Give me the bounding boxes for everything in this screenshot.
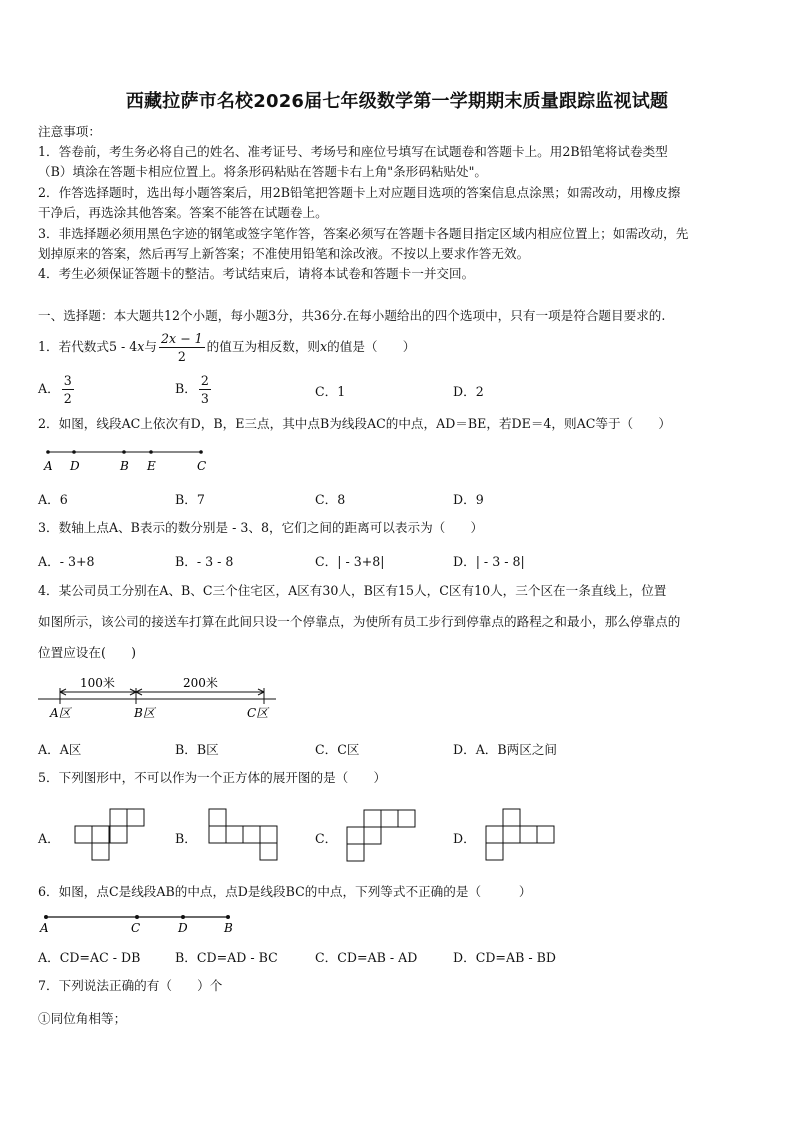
q6-point-b — [226, 915, 230, 919]
notice-line-2: （B）填涂在答题卡相应位置上。将条形码粘贴在答题卡右上角"条形码粘贴处"。 — [38, 164, 488, 179]
q1-option-a-num: 3 — [63, 373, 72, 388]
q6-point-d — [181, 915, 185, 919]
notice-line-4: 干净后，再选涂其他答案。答案不能答在试题卷上。 — [38, 205, 328, 220]
q4-label-c: C区 — [247, 706, 269, 720]
question-6: 6．如图，点C是线段AB的中点，点D是线段BC的中点，下列等式不正确的是（ ） — [38, 884, 532, 899]
q1-post: 的值互为相反数，则 — [206, 339, 321, 354]
q1-post2: 的值是（ ） — [327, 339, 416, 354]
q2-point-e — [149, 450, 153, 454]
q4-label-a: A区 — [50, 706, 71, 720]
q6-label-d: D — [178, 921, 188, 935]
question-3: 3．数轴上点A、B表示的数分别是 - 3、8，它们之间的距离可以表示为（ ） — [38, 520, 484, 535]
q6-segment-figure — [38, 910, 238, 936]
q6-option-a[interactable]: A．CD=AC - DB — [38, 950, 141, 965]
q4-distance-figure — [38, 672, 283, 724]
q2-option-b[interactable]: B．7 — [175, 492, 205, 507]
q1-option-b-den: 3 — [200, 391, 209, 406]
q6-label-c: C — [131, 921, 141, 935]
q2-option-d[interactable]: D．9 — [453, 492, 484, 507]
q6-option-b[interactable]: B．CD=AD - BC — [175, 950, 278, 965]
page-title: 西藏拉萨市名校2026届七年级数学第一学期期末质量跟踪监视试题 — [125, 91, 669, 112]
q2-label-c: C — [197, 459, 207, 473]
q3-options — [38, 551, 758, 569]
q6-label-b: B — [224, 921, 233, 935]
q7-item-1: ①同位角相等； — [38, 1011, 127, 1026]
q3-option-c[interactable]: C．| - 3+8| — [315, 554, 385, 569]
question-4-line-2: 如图所示，该公司的接送车打算在此间只设一个停靠点，为使所有员工步行到停靠点的路程之和最小，那么停靠点的 — [38, 614, 681, 629]
q1-pre: 1．若代数式5 - 4 — [38, 339, 138, 354]
q1-var: x — [137, 339, 145, 354]
q1-fraction — [159, 330, 205, 365]
q1-option-b-frac — [199, 372, 211, 407]
q2-point-c — [199, 450, 203, 454]
q1-option-b[interactable] — [175, 370, 213, 408]
q2-label-b: B — [120, 459, 129, 473]
notice-line-7: 4．考生必须保证答题卡的整洁。考试结束后，请将本试卷和答题卡一并交回。 — [38, 266, 475, 281]
q1-frac-den: 2 — [177, 349, 186, 364]
q1-option-a[interactable] — [38, 370, 76, 408]
q5-net-c — [346, 808, 418, 864]
q6-options — [38, 947, 758, 965]
q2-label-d: D — [70, 459, 80, 473]
q6-point-c — [135, 915, 139, 919]
q5-net-a — [74, 808, 146, 864]
q2-point-a — [46, 450, 50, 454]
q5-net-d — [485, 808, 557, 864]
question-1 — [38, 330, 758, 365]
question-7: 7．下列说法正确的有（ ）个 — [38, 978, 223, 993]
notice-line-3: 2．作答选择题时，选出每小题答案后，用2B铅笔把答题卡上对应题目选项的答案信息点涂黑；如需改动，用橡皮擦 — [38, 185, 681, 200]
q5-option-a[interactable]: A． — [38, 831, 60, 846]
q4-option-a[interactable]: A．A区 — [38, 742, 82, 757]
q1-post-var: x — [320, 339, 328, 354]
q6-label-a: A — [40, 921, 49, 935]
q4-option-b[interactable]: B．B区 — [175, 742, 219, 757]
q1-option-a-frac — [62, 372, 74, 407]
section-heading: 一、选择题：本大题共12个小题，每小题3分，共36分.在每小题给出的四个选项中，只有一项是符合题目要求的. — [38, 308, 666, 323]
q2-segment-figure — [40, 446, 220, 474]
q1-frac-num: 2x − 1 — [160, 331, 203, 346]
q4-dist-ab: 100米 — [80, 676, 115, 690]
notice-line-5: 3．非选择题必须用黑色字迹的钢笔或签字笔作答，答案必须写在答题卡各题目指定区域内相应位置上；如需改动，先 — [38, 226, 689, 241]
q1-option-d[interactable]: D．2 — [453, 384, 484, 399]
q4-label-b: B区 — [134, 706, 155, 720]
q3-option-a[interactable]: A．- 3+8 — [38, 554, 95, 569]
q2-label-e: E — [147, 459, 156, 473]
q3-option-d[interactable]: D．| - 3 - 8| — [453, 554, 525, 569]
q1-mid: 与 — [144, 339, 157, 354]
q4-option-c[interactable]: C．C区 — [315, 742, 360, 757]
notice-heading: 注意事项： — [38, 124, 101, 139]
q2-label-a: A — [44, 459, 53, 473]
q4-dist-bc: 200米 — [183, 676, 218, 690]
question-2: 2．如图，线段AC上依次有D，B，E三点，其中点B为线段AC的中点，AD＝BE，若DE＝4，则AC等于（ ） — [38, 416, 671, 431]
q5-option-d[interactable]: D． — [453, 831, 476, 846]
q5-option-b[interactable]: B． — [175, 831, 197, 846]
q5-net-b — [208, 808, 280, 864]
notice-line-6: 划掉原来的答案，然后再写上新答案；不准使用铅笔和涂改液。不按以上要求作答无效。 — [38, 246, 530, 261]
q2-point-d — [72, 450, 76, 454]
q1-option-b-num: 2 — [200, 373, 209, 388]
q6-option-c[interactable]: C．CD=AB - AD — [315, 950, 418, 965]
notice-line-1: 1．答卷前，考生务必将自己的姓名、准考证号、考场号和座位号填写在试题卷和答题卡上。用2B铅笔将试卷类型 — [38, 144, 668, 159]
q2-options — [38, 489, 758, 507]
q1-options — [38, 370, 758, 410]
q1-option-c[interactable]: C．1 — [315, 384, 346, 399]
q4-options — [38, 739, 758, 757]
q2-option-a[interactable]: A．6 — [38, 492, 68, 507]
q4-option-d[interactable]: D．A．B两区之间 — [453, 742, 558, 757]
q6-point-a — [44, 915, 48, 919]
question-4-line-1: 4．某公司员工分别在A、B、C三个住宅区，A区有30人，B区有15人，C区有10人，三个区在一条直线上，位置 — [38, 583, 667, 598]
question-4-line-3: 位置应设在( ) — [38, 645, 136, 660]
q1-option-a-den: 2 — [63, 391, 72, 406]
q6-option-d[interactable]: D．CD=AB - BD — [453, 950, 556, 965]
q3-option-b[interactable]: B．- 3 - 8 — [175, 554, 234, 569]
q2-option-c[interactable]: C．8 — [315, 492, 346, 507]
q1-option-b-label: B． — [175, 381, 197, 396]
q2-point-b — [122, 450, 126, 454]
q1-option-a-label: A． — [38, 381, 60, 396]
question-5: 5．下列图形中，不可以作为一个正方体的展开图的是（ ） — [38, 770, 387, 785]
q5-option-c[interactable]: C． — [315, 831, 338, 846]
